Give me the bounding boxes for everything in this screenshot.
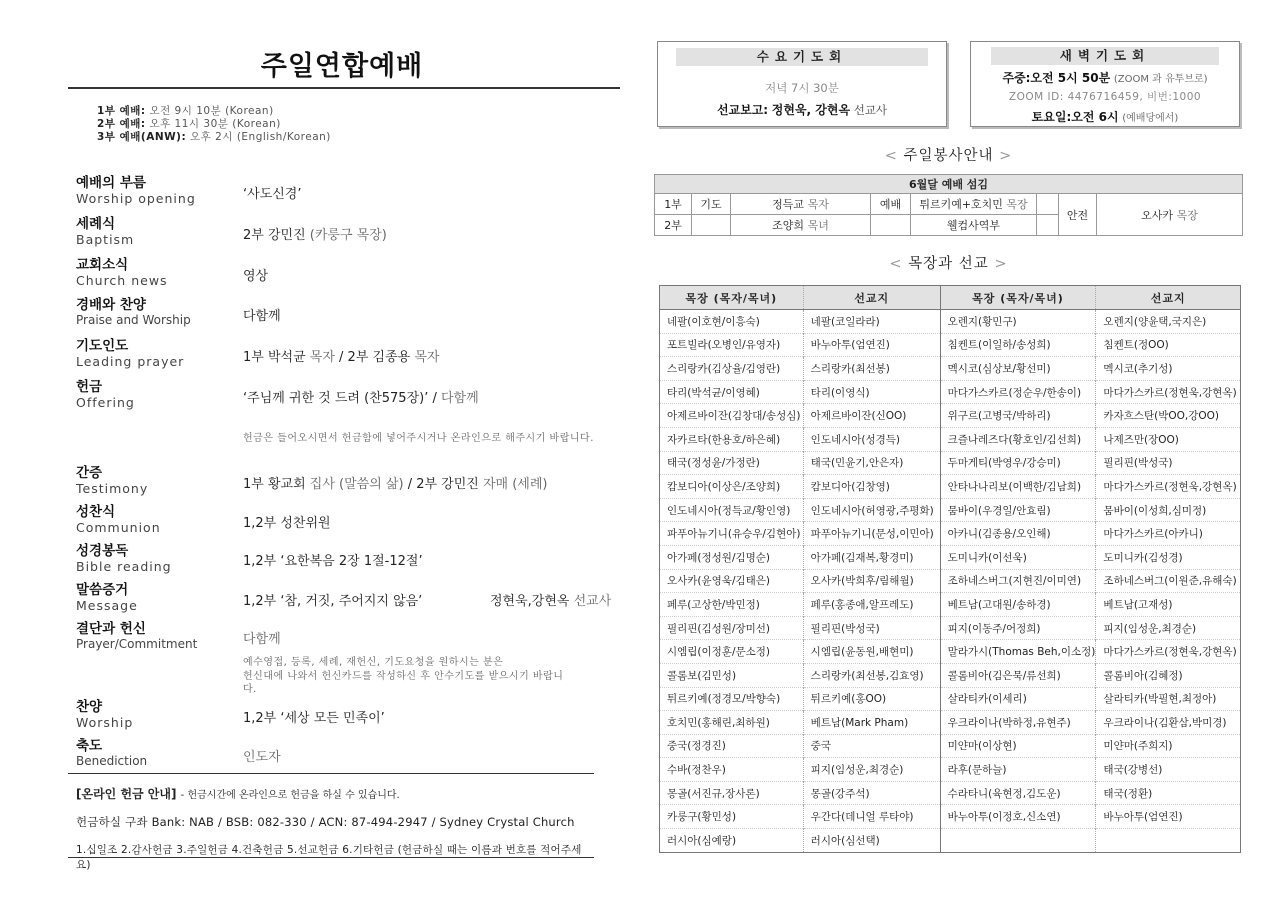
- table-cell: 필리핀(박성국): [803, 616, 940, 640]
- order-value-leading-prayer: 1부 박석균 목자 / 2부 김종용 목자: [243, 350, 440, 365]
- table-row: [660, 829, 1241, 853]
- table-row: [660, 640, 1241, 664]
- order-item-benediction: 축도 Benediction: [76, 738, 148, 768]
- table-row: [660, 427, 1241, 451]
- table-cell: 조하네스버그(지현진/이미연): [940, 569, 1096, 593]
- dawn-prayer-zoom: ZOOM ID: 4476716459, 비번:1000: [1008, 91, 1202, 103]
- order-item-praise: 경배와 찬양 Praise and Worship: [76, 297, 191, 327]
- table-cell: 스리랑카(최선봉,김효영): [803, 663, 940, 687]
- order-value-praise: 다함께: [243, 309, 281, 324]
- order-item-testimony: 간증 Testimony: [76, 465, 149, 496]
- table-cell: 마다가스카르(정순우/한송이): [940, 380, 1096, 404]
- table-cell: 파푸아뉴기니(유승우/김현아): [660, 522, 804, 546]
- wednesday-mission-report: 선교보고: 정현욱, 강현옥 선교사: [716, 103, 888, 117]
- table-cell: 파푸아뉴기니(문성,이민아): [803, 522, 940, 546]
- order-value-communion: 1,2부 성찬위원: [243, 516, 331, 531]
- order-value-church-news: 영상: [243, 269, 269, 284]
- order-item-offering: 헌금 Offering: [76, 379, 135, 410]
- page-title: 주일연합예배: [260, 51, 424, 82]
- order-item-bible-reading: 성경봉독 Bible reading: [76, 543, 172, 574]
- wednesday-prayer-time: 저녁 7시 30분: [765, 81, 839, 95]
- order-item-worship-opening: 예배의 부름 Worship opening: [76, 175, 196, 206]
- table-cell: 필리핀(박성국): [1096, 451, 1241, 475]
- giving-divider-bottom: [68, 857, 594, 858]
- message-preacher: 정현욱,강현옥 선교사: [490, 594, 612, 609]
- order-item-communion: 성찬식 Communion: [76, 504, 161, 535]
- table-cell: 라후(문하늘): [940, 758, 1096, 782]
- duty-row-1: 1부 기도 정득교 목자 예배 튀르키예+호치민 목장 안전 오사카 목장: [655, 194, 1243, 215]
- missions-header-cell: 선교지: [803, 286, 940, 310]
- table-row: [660, 404, 1241, 428]
- table-cell: 캄보디아(김창영): [803, 475, 940, 499]
- table-row: [660, 451, 1241, 475]
- online-giving-info: [76, 785, 591, 872]
- table-cell: 마다가스카르(정현욱,강현옥): [1096, 380, 1241, 404]
- table-cell: 필리핀(김성원/장미선): [660, 616, 804, 640]
- dawn-prayer-box: [970, 41, 1240, 127]
- table-row: [660, 687, 1241, 711]
- table-cell: 태국(강병선): [1096, 758, 1241, 782]
- missions-header-row: [660, 286, 1241, 310]
- table-cell: 러시아(심예랑): [660, 829, 804, 853]
- giving-types: 1.십일조 2.감사헌금 3.주일헌금 4.건축헌금 5.선교헌금 6.기타헌금 (헌금하실 때는 이름과 번호를 적어주세요): [76, 844, 582, 871]
- table-cell: 아제르바이잔(김창대/송성심): [660, 404, 804, 428]
- table-cell: 튀르키예(홍OO): [803, 687, 940, 711]
- order-value-bible-reading: 1,2부 ‘요한복음 2장 1절-12절’: [243, 554, 423, 569]
- table-row: [660, 593, 1241, 617]
- table-cell: 피지(임성운,최경순): [803, 758, 940, 782]
- table-cell: 콜롬비아(김혜정): [1096, 663, 1241, 687]
- table-cell: 베트남(고대원/송하경): [940, 593, 1096, 617]
- dawn-prayer-title: 새벽기도회: [991, 47, 1219, 65]
- table-cell: 자카르타(한용호/하은혜): [660, 427, 804, 451]
- table-row: [660, 333, 1241, 357]
- table-row: [660, 310, 1241, 334]
- table-row: [660, 498, 1241, 522]
- table-cell: 아가페(정성원/김명순): [660, 545, 804, 569]
- table-row: [660, 758, 1241, 782]
- table-row: [660, 663, 1241, 687]
- table-cell: 조하네스버그(이원준,유해숙): [1096, 569, 1241, 593]
- table-cell: 오사카(윤영욱/김태은): [660, 569, 804, 593]
- table-cell: 아가페(김재복,황경미): [803, 545, 940, 569]
- duty-table: [654, 174, 1243, 236]
- table-cell: 살라티카(박필현,최정아): [1096, 687, 1241, 711]
- table-cell: 인도네시아(성경득): [803, 427, 940, 451]
- order-value-worship-opening: ‘사도신경’: [243, 187, 302, 202]
- missions-table: [659, 285, 1241, 853]
- offering-note: 헌금은 들어오시면서 헌금함에 넣어주시거나 온라인으로 해주시기 바랍니다.: [243, 433, 594, 444]
- table-cell: 시엠립(윤동원,배현미): [803, 640, 940, 664]
- table-cell: 네팔(코일라라): [803, 310, 940, 334]
- table-cell: 아카니(김종용/오인해): [940, 522, 1096, 546]
- missions-header-cell: 목장 (목자/목녀): [940, 286, 1096, 310]
- duty-table-title-row: [655, 175, 1243, 194]
- table-cell: 인도네시아(허영광,주평화): [803, 498, 940, 522]
- table-cell: 베트남(고재성): [1096, 593, 1241, 617]
- missions-header-cell: 선교지: [1096, 286, 1241, 310]
- table-cell: 튀르키예(정경모/박향숙): [660, 687, 804, 711]
- duty-row-2: 2부 조양희 목녀 웰컴사역부: [655, 215, 1243, 236]
- table-cell: 미얀마(주희지): [1096, 734, 1241, 758]
- table-cell: 태국(정성윤/가정란): [660, 451, 804, 475]
- title-divider: [68, 87, 620, 89]
- table-cell: 침켄트(이일하/송성희): [940, 333, 1096, 357]
- table-cell: 캄보디아(이상은/조양희): [660, 475, 804, 499]
- table-cell: 침켄트(정OO): [1096, 333, 1241, 357]
- table-row: [660, 545, 1241, 569]
- giving-account: 헌금하실 구좌 Bank: NAB / BSB: 082-330 / ACN: 87-494-2947 / Sydney Crystal Church: [76, 815, 575, 829]
- table-cell: 뭄바이(우경일/안효림): [940, 498, 1096, 522]
- table-cell: 태국(정환): [1096, 781, 1241, 805]
- dawn-prayer-weekday: 주중:오전 5시 50분 (ZOOM 과 유투브로): [1002, 71, 1208, 85]
- table-cell: 콜롬보(김민성): [660, 663, 804, 687]
- service-time-2: 2부 예배: 오후 11시 30분 (Korean): [97, 118, 281, 130]
- duty-section-title: < 주일봉사안내 >: [884, 148, 1013, 164]
- table-cell: [1096, 829, 1241, 853]
- order-value-worship-song: 1,2부 ‘세상 모든 민족이’: [243, 711, 385, 726]
- order-item-worship-song: 찬양 Worship: [76, 699, 134, 730]
- table-cell: 인도네시아(정득교/황인영): [660, 498, 804, 522]
- table-cell: 베트남(Mark Pham): [803, 711, 940, 735]
- table-cell: 몽골(강주석): [803, 781, 940, 805]
- table-cell: 수바(정찬우): [660, 758, 804, 782]
- order-item-leading-prayer: 기도인도 Leading prayer: [76, 338, 185, 369]
- table-row: [660, 734, 1241, 758]
- table-cell: 마다가스카르(정현욱,강현옥): [1096, 475, 1241, 499]
- table-row: [660, 616, 1241, 640]
- service-times: [97, 105, 331, 144]
- dawn-prayer-saturday: 토요일:오전 6시 (예배당에서): [1031, 110, 1179, 124]
- table-cell: 마다가스카르(아카니): [1096, 522, 1241, 546]
- table-cell: 도미니카(김성경): [1096, 545, 1241, 569]
- table-cell: 도미니카(이선욱): [940, 545, 1096, 569]
- table-cell: 위구르(고병국/박하리): [940, 404, 1096, 428]
- table-cell: 말라가시(Thomas Beh,이소정): [940, 640, 1096, 664]
- order-value-commitment: 다함께: [243, 632, 281, 647]
- table-row: [660, 711, 1241, 735]
- table-cell: 바누아투(이정호,신소연): [940, 805, 1096, 829]
- table-row: [660, 357, 1241, 381]
- table-cell: 오렌지(황민구): [940, 310, 1096, 334]
- order-item-message: 말씀증거 Message: [76, 582, 138, 613]
- table-cell: 피지(이동주/어정희): [940, 616, 1096, 640]
- table-cell: 타리(이영식): [803, 380, 940, 404]
- order-value-message: 1,2부 ‘참, 거짓, 주어지지 않음’: [243, 594, 423, 609]
- table-cell: 바누아투(엄연진): [803, 333, 940, 357]
- table-cell: 포트빌라(오병인/유영자): [660, 333, 804, 357]
- table-row: [660, 522, 1241, 546]
- wednesday-prayer-title: 수요기도회: [676, 48, 928, 66]
- table-cell: 바누아투(엄연진): [1096, 805, 1241, 829]
- table-cell: 미얀마(이상현): [940, 734, 1096, 758]
- table-row: [660, 805, 1241, 829]
- table-cell: 아제르바이잔(신OO): [803, 404, 940, 428]
- table-cell: 마다가스카르(정현욱,강현옥): [1096, 640, 1241, 664]
- table-cell: 콜롬비아(김은묵/류선희): [940, 663, 1096, 687]
- table-cell: 우크라이나(박하정,유현주): [940, 711, 1096, 735]
- table-cell: 타리(박석균/이영혜): [660, 380, 804, 404]
- table-row: [660, 781, 1241, 805]
- table-cell: 네팔(이호현/이흥숙): [660, 310, 804, 334]
- table-cell: 중국: [803, 734, 940, 758]
- table-cell: 카룽구(황민성): [660, 805, 804, 829]
- table-cell: 페루(홍종애,알프레도): [803, 593, 940, 617]
- table-cell: 뭄바이(이성희,심미정): [1096, 498, 1241, 522]
- table-cell: 스리랑카(최선봉): [803, 357, 940, 381]
- order-value-offering: ‘주님께 귀한 것 드려 (찬575장)’ / 다함께: [243, 391, 479, 406]
- table-cell: 시엠립(이정훈/문소정): [660, 640, 804, 664]
- service-time-3: 3부 예배(ANW): 오후 2시 (English/Korean): [97, 131, 331, 143]
- table-cell: 살라티카(이세리): [940, 687, 1096, 711]
- table-cell: 오사카(박희후/림해월): [803, 569, 940, 593]
- table-cell: [940, 829, 1096, 853]
- missions-section-title: < 목장과 선교 >: [889, 256, 1008, 272]
- table-cell: 안타나나리보(이백한/김남희): [940, 475, 1096, 499]
- table-row: [660, 475, 1241, 499]
- order-value-testimony: 1부 황교회 집사 (말씀의 삶) / 2부 강민진 자매 (세례): [243, 477, 548, 492]
- table-row: [660, 569, 1241, 593]
- service-time-1: 1부 예배: 오전 9시 10분 (Korean): [97, 105, 274, 117]
- table-cell: 우간다(데니얼 루타야): [803, 805, 940, 829]
- table-cell: 오렌지(양윤택,국지은): [1103, 315, 1207, 328]
- table-cell: 나제즈만(장OO): [1096, 427, 1241, 451]
- table-cell: 우크라이나(김환삼,박미경): [1096, 711, 1241, 735]
- table-cell: 태국(민윤기,안은자): [803, 451, 940, 475]
- giving-heading: [온라인 헌금 안내] - 헌금시간에 온라인으로 헌금을 하실 수 있습니다.: [76, 787, 400, 801]
- table-cell: 두마게티(박영우/강승미): [940, 451, 1096, 475]
- order-value-benediction: 인도자: [243, 750, 281, 765]
- table-cell: 스리랑카(김상율/김영란): [660, 357, 804, 381]
- giving-divider-top: [68, 773, 594, 774]
- order-item-commitment: 결단과 헌신 Prayer/Commitment: [76, 621, 198, 651]
- table-cell: 카자흐스탄(박OO,강OO): [1096, 404, 1241, 428]
- order-item-baptism: 세례식 Baptism: [76, 216, 135, 247]
- table-cell: 피지(임성운,최경순): [1096, 616, 1241, 640]
- table-cell: 페루(고상한/박민정): [660, 593, 804, 617]
- table-cell: 수라타니(육현정,김도운): [940, 781, 1096, 805]
- table-cell: 멕시코(심상보/황선미): [940, 357, 1096, 381]
- table-cell: 크즐나레즈다(황호인/김선희): [940, 427, 1096, 451]
- commitment-note: 예수영접, 등록, 세례, 재헌신, 기도요청을 원하시는 분은 헌신대에 나와서 헌신카드를 작성하신 후 안수기도를 받으시기 바랍니 다.: [243, 657, 564, 695]
- missions-header-cell: 목장 (목자/목녀): [660, 286, 804, 310]
- wednesday-prayer-box: [657, 41, 947, 127]
- table-cell: 러시아(심선택): [803, 829, 940, 853]
- duty-table-title: 6월달 예배 섬김: [655, 175, 1243, 194]
- order-value-baptism: 2부 강민진 (카룽구 목장): [243, 228, 387, 243]
- table-row: [660, 380, 1241, 404]
- table-cell: 호치민(홍해린,최하원): [660, 711, 804, 735]
- order-item-church-news: 교회소식 Church news: [76, 257, 168, 288]
- table-cell: 몽골(서진규,장사론): [660, 781, 804, 805]
- table-cell: 멕시코(추기성): [1096, 357, 1241, 381]
- table-cell: 중국(정경진): [660, 734, 804, 758]
